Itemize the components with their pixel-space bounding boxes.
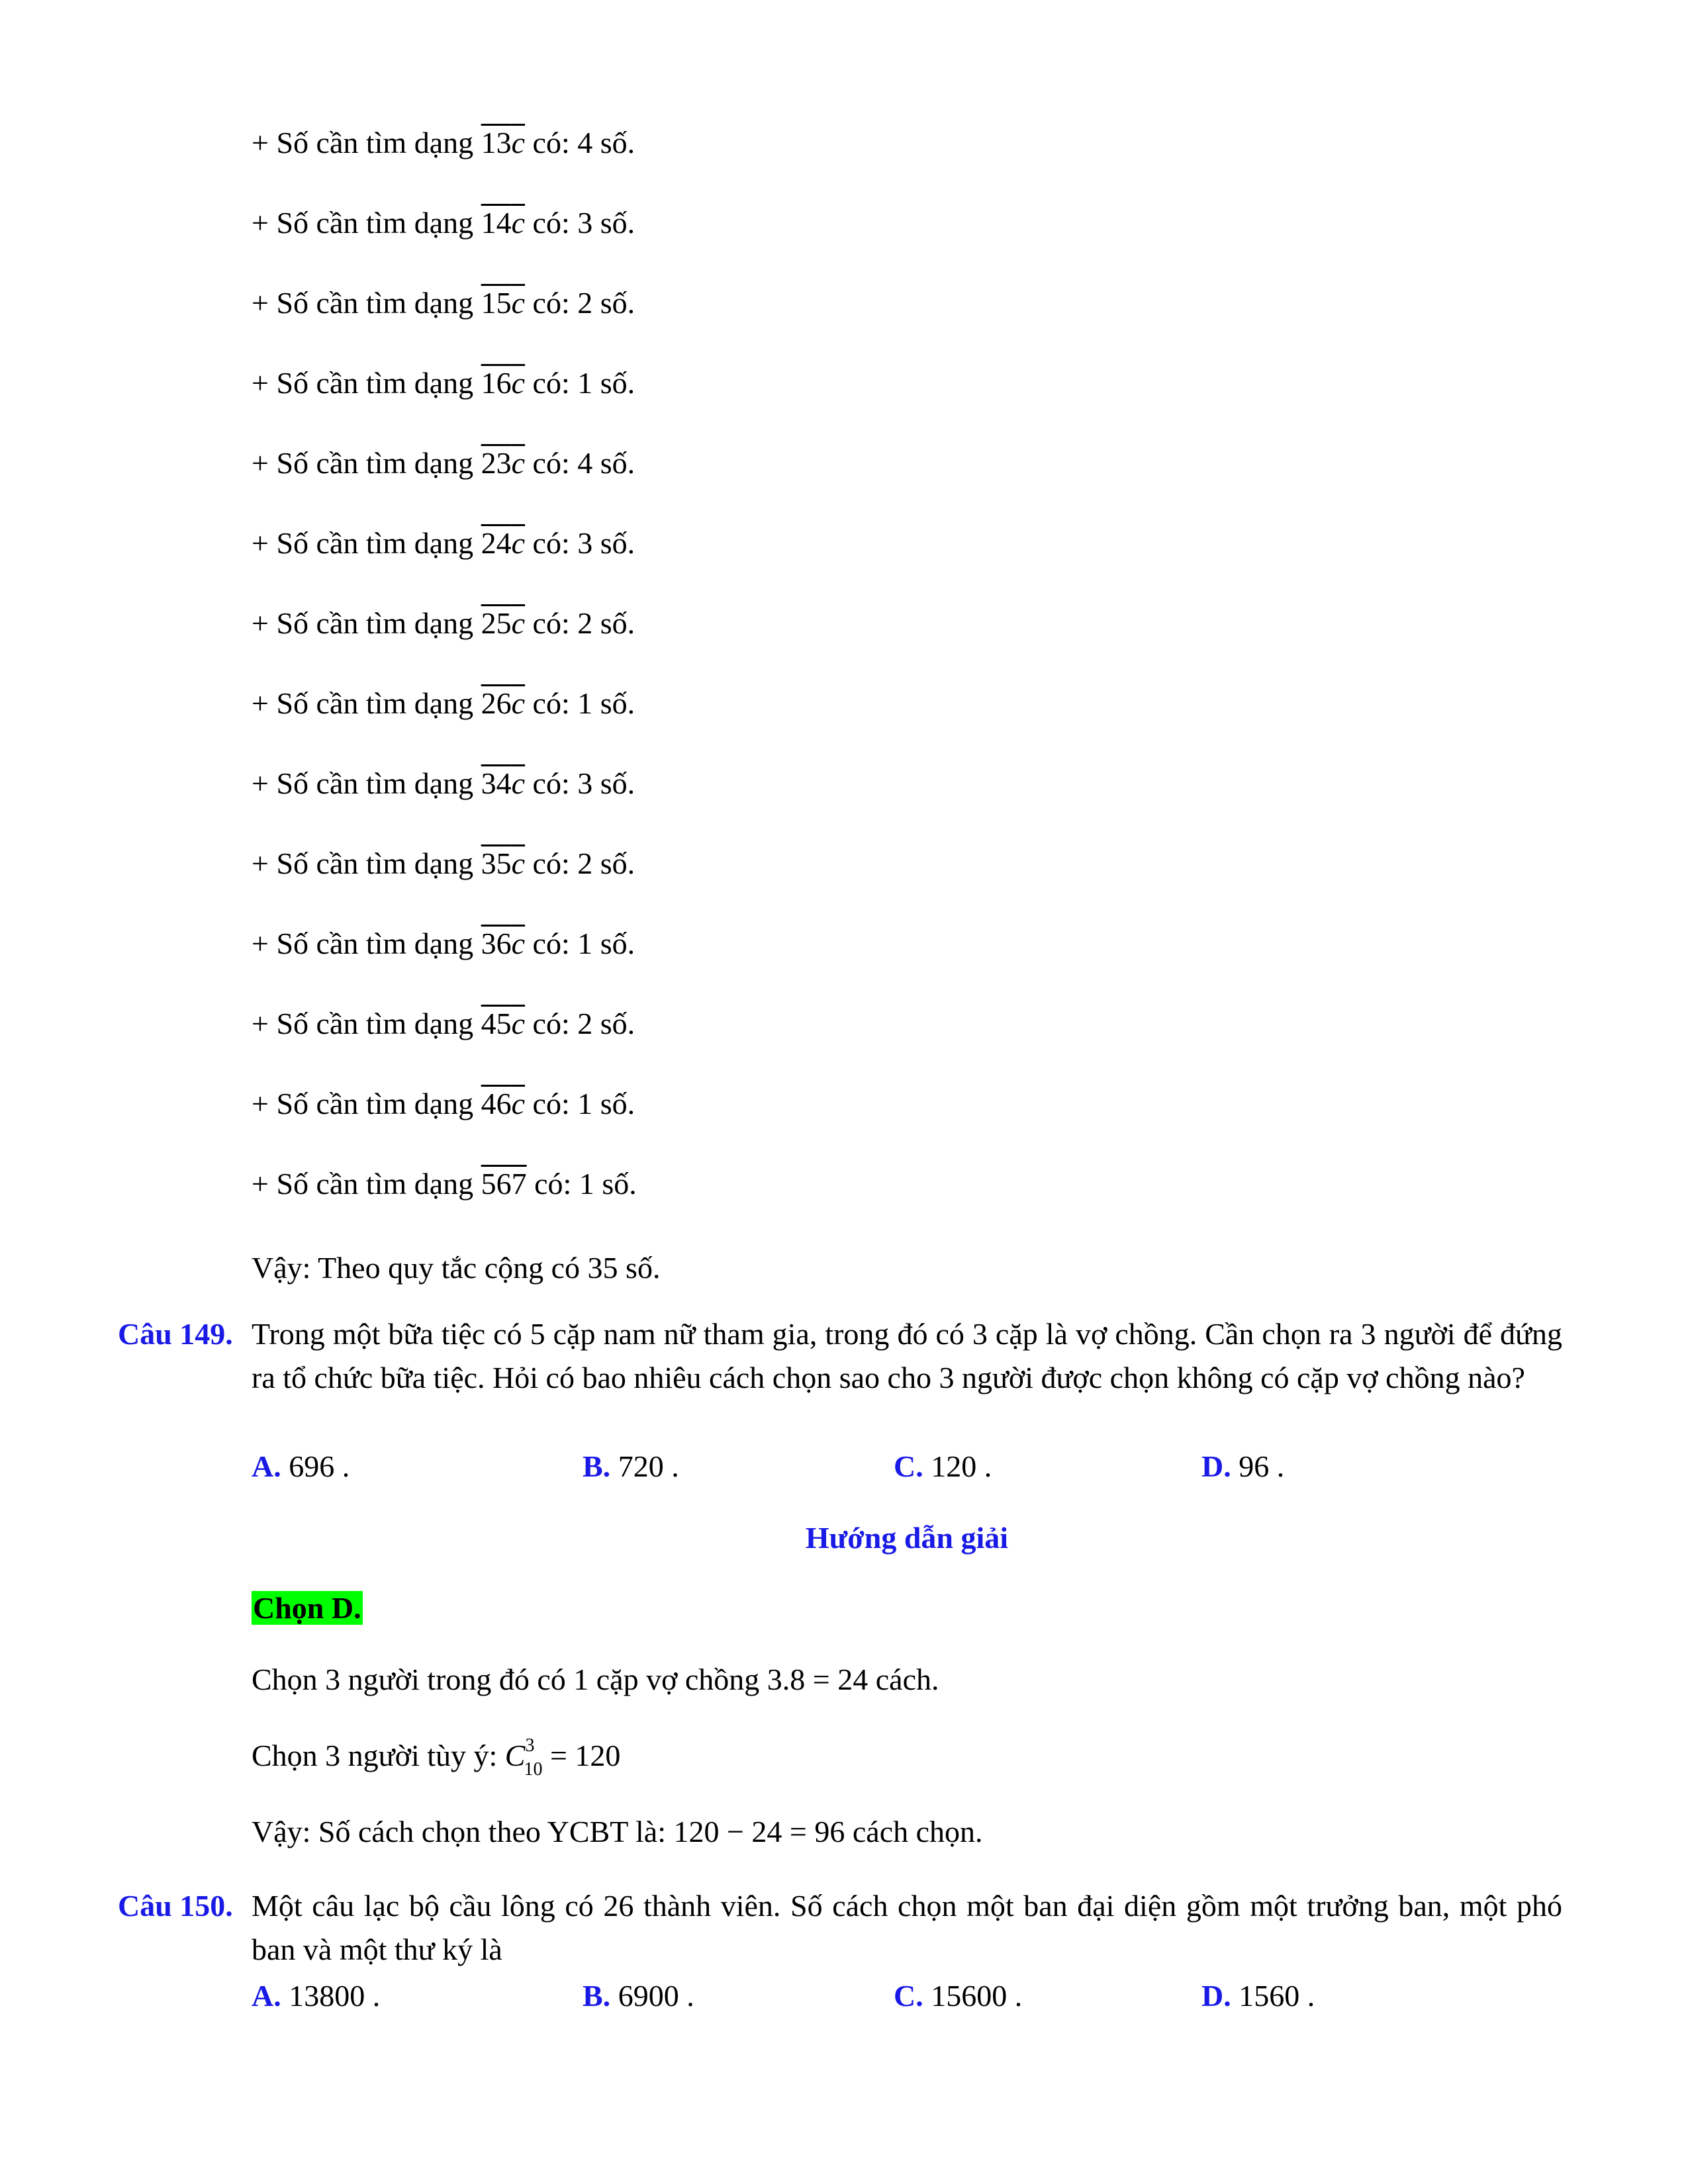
form-prefix: + Số cần tìm dạng [252,286,481,320]
form-count: 3 [577,206,593,240]
form-prefix: + Số cần tìm dạng [252,766,481,800]
form-line [252,445,635,482]
number-form [481,927,525,960]
form-line [252,685,635,722]
form-unit: số. [594,1167,637,1201]
q149-option-a [252,1448,350,1485]
number-form [481,286,525,320]
form-mid: có: [525,366,578,400]
q149-option-b [583,1448,679,1485]
solution-line-1: Chọn 3 người trong đó có 1 cặp vợ chồng 3.8 = 24 cách. [252,1662,939,1696]
number-form [481,766,525,800]
form-digits: 35 [481,846,512,880]
form-mid: có: [525,686,578,720]
option-value: 720 . [618,1449,679,1483]
form-prefix: + Số cần tìm dạng [252,686,481,720]
form-line [252,285,635,322]
form-unit: số. [592,606,635,640]
solution-line-2-text: Chọn 3 người tùy ý: [252,1739,505,1772]
number-form [481,526,525,560]
form-count: 4 [577,126,593,159]
form-count: 2 [577,286,593,320]
form-variable: c [511,846,526,880]
q150-option-d [1201,1978,1315,2015]
form-count: 2 [577,606,593,640]
option-value: 6900 . [618,1979,694,2013]
form-prefix: + Số cần tìm dạng [252,446,481,480]
form-variable: c [511,766,526,800]
form-count: 1 [577,1087,593,1120]
form-mid: có: [525,927,578,960]
form-prefix: + Số cần tìm dạng [252,927,481,960]
form-prefix: + Số cần tìm dạng [252,1167,481,1201]
form-variable: c [511,446,526,480]
form-variable: c [511,286,526,320]
form-digits: 46 [481,1087,512,1120]
form-line [252,205,635,242]
form-prefix: + Số cần tìm dạng [252,526,481,560]
option-value: 1560 . [1239,1979,1315,2013]
form-unit: số. [592,526,635,560]
form-digits: 24 [481,526,512,560]
form-unit: số. [592,206,635,240]
form-mid: có: [525,846,578,880]
form-digits: 45 [481,1007,512,1040]
number-form [481,606,525,640]
form-variable: c [511,927,526,960]
form-digits: 14 [481,206,512,240]
form-line [252,1165,637,1203]
form-variable: c [511,526,526,560]
number-form [481,1167,527,1201]
form-prefix: + Số cần tìm dạng [252,366,481,400]
form-line [252,925,635,962]
form-prefix: + Số cần tìm dạng [252,606,481,640]
form-count: 4 [577,446,593,480]
form-prefix: + Số cần tìm dạng [252,846,481,880]
form-line [252,605,635,642]
form-variable: c [511,366,526,400]
form-digits: 13 [481,126,512,159]
form-mid: có: [525,206,578,240]
option-letter: B. [583,1449,611,1483]
form-digits: 567 [481,1167,527,1201]
form-unit: số. [592,686,635,720]
summary-line: Vậy: Theo quy tắc cộng có 35 số. [252,1251,661,1285]
form-prefix: + Số cần tìm dạng [252,206,481,240]
form-variable: c [511,126,526,159]
solution-heading: Hướng dẫn giải [805,1521,1009,1555]
form-unit: số. [592,446,635,480]
form-count: 1 [577,366,593,400]
number-form [481,446,525,480]
form-mid: có: [525,286,578,320]
form-line [252,124,635,161]
form-unit: số. [592,927,635,960]
form-count: 1 [579,1167,594,1201]
question-150-text: Một câu lạc bộ cầu lông có 26 thành viên. Số cách chọn một ban đại diện gồm một trưởng ban, một phó ban và một thư ký là [252,1889,1562,1966]
solution-line-3: Vậy: Số cách chọn theo YCBT là: 120 − 24 = 96 cách chọn. [252,1815,983,1848]
form-mid: có: [525,1007,578,1040]
form-mid: có: [525,766,578,800]
number-form [481,846,525,880]
form-count: 1 [577,686,593,720]
form-variable: c [511,1087,526,1120]
form-mid: có: [525,526,578,560]
option-value: 15600 . [931,1979,1023,2013]
form-line [252,845,635,882]
number-form [481,686,525,720]
form-count: 3 [577,526,593,560]
option-letter: D. [1201,1449,1231,1483]
form-variable: c [511,1007,526,1040]
q150-option-c [894,1978,1022,2015]
option-letter: A. [252,1449,281,1483]
combination-symbol: C [504,1739,526,1772]
form-unit: số. [592,846,635,880]
form-unit: số. [592,1087,635,1120]
form-variable: c [511,686,526,720]
option-value: 13800 . [289,1979,381,2013]
form-unit: số. [592,286,635,320]
form-mid: có: [525,606,578,640]
q149-option-c [894,1448,992,1485]
option-letter: A. [252,1979,281,2013]
form-mid: có: [526,1167,579,1201]
form-mid: có: [525,126,578,159]
form-line [252,1085,635,1122]
form-mid: có: [525,446,578,480]
form-unit: số. [592,1007,635,1040]
form-line [252,765,635,802]
form-unit: số. [592,366,635,400]
q150-option-b [583,1978,694,2015]
number-form [481,366,525,400]
number-form [481,206,525,240]
form-count: 2 [577,1007,593,1040]
question-149-text: Trong một bữa tiệc có 5 cặp nam nữ tham gia, trong đó có 3 cặp là vợ chồng. Cần chọn ra 3 người để đứng ra tổ chức bữa tiệc. Hỏi có bao nhiêu cách chọn sao cho 3 người được chọn không có cặp vợ chồng nào? [252,1317,1562,1394]
form-digits: 16 [481,366,512,400]
form-line [252,365,635,402]
form-mid: có: [525,1087,578,1120]
number-form [481,126,525,159]
option-letter: C. [894,1979,923,2013]
answer-choice [252,1590,363,1627]
form-digits: 25 [481,606,512,640]
answer-highlight: Chọn D. [253,1591,361,1625]
form-prefix: + Số cần tìm dạng [252,1087,481,1120]
combination-result: = 120 [542,1739,621,1772]
form-count: 3 [577,766,593,800]
option-letter: B. [583,1979,611,2013]
form-variable: c [511,606,526,640]
form-digits: 23 [481,446,512,480]
option-letter: D. [1201,1979,1231,2013]
solution-line-2 [252,1737,620,1779]
option-letter: C. [894,1449,923,1483]
form-prefix: + Số cần tìm dạng [252,1007,481,1040]
form-digits: 36 [481,927,512,960]
form-digits: 26 [481,686,512,720]
form-unit: số. [592,126,635,159]
form-line [252,1005,635,1042]
combination-sub: 10 [524,1759,543,1780]
form-unit: số. [592,766,635,800]
form-prefix: + Số cần tìm dạng [252,126,481,159]
combination-sup: 3 [525,1735,535,1756]
form-variable: c [511,206,526,240]
q149-option-d [1201,1448,1284,1485]
form-digits: 15 [481,286,512,320]
number-form [481,1007,525,1040]
q150-option-a [252,1978,380,2015]
question-150-label: Câu 150. [118,1889,233,1923]
option-value: 696 . [289,1449,350,1483]
number-form [481,1087,525,1120]
form-count: 2 [577,846,593,880]
form-digits: 34 [481,766,512,800]
option-value: 96 . [1239,1449,1285,1483]
option-value: 120 . [931,1449,992,1483]
form-line [252,525,635,562]
question-149-label: Câu 149. [118,1317,233,1351]
form-count: 1 [577,927,593,960]
